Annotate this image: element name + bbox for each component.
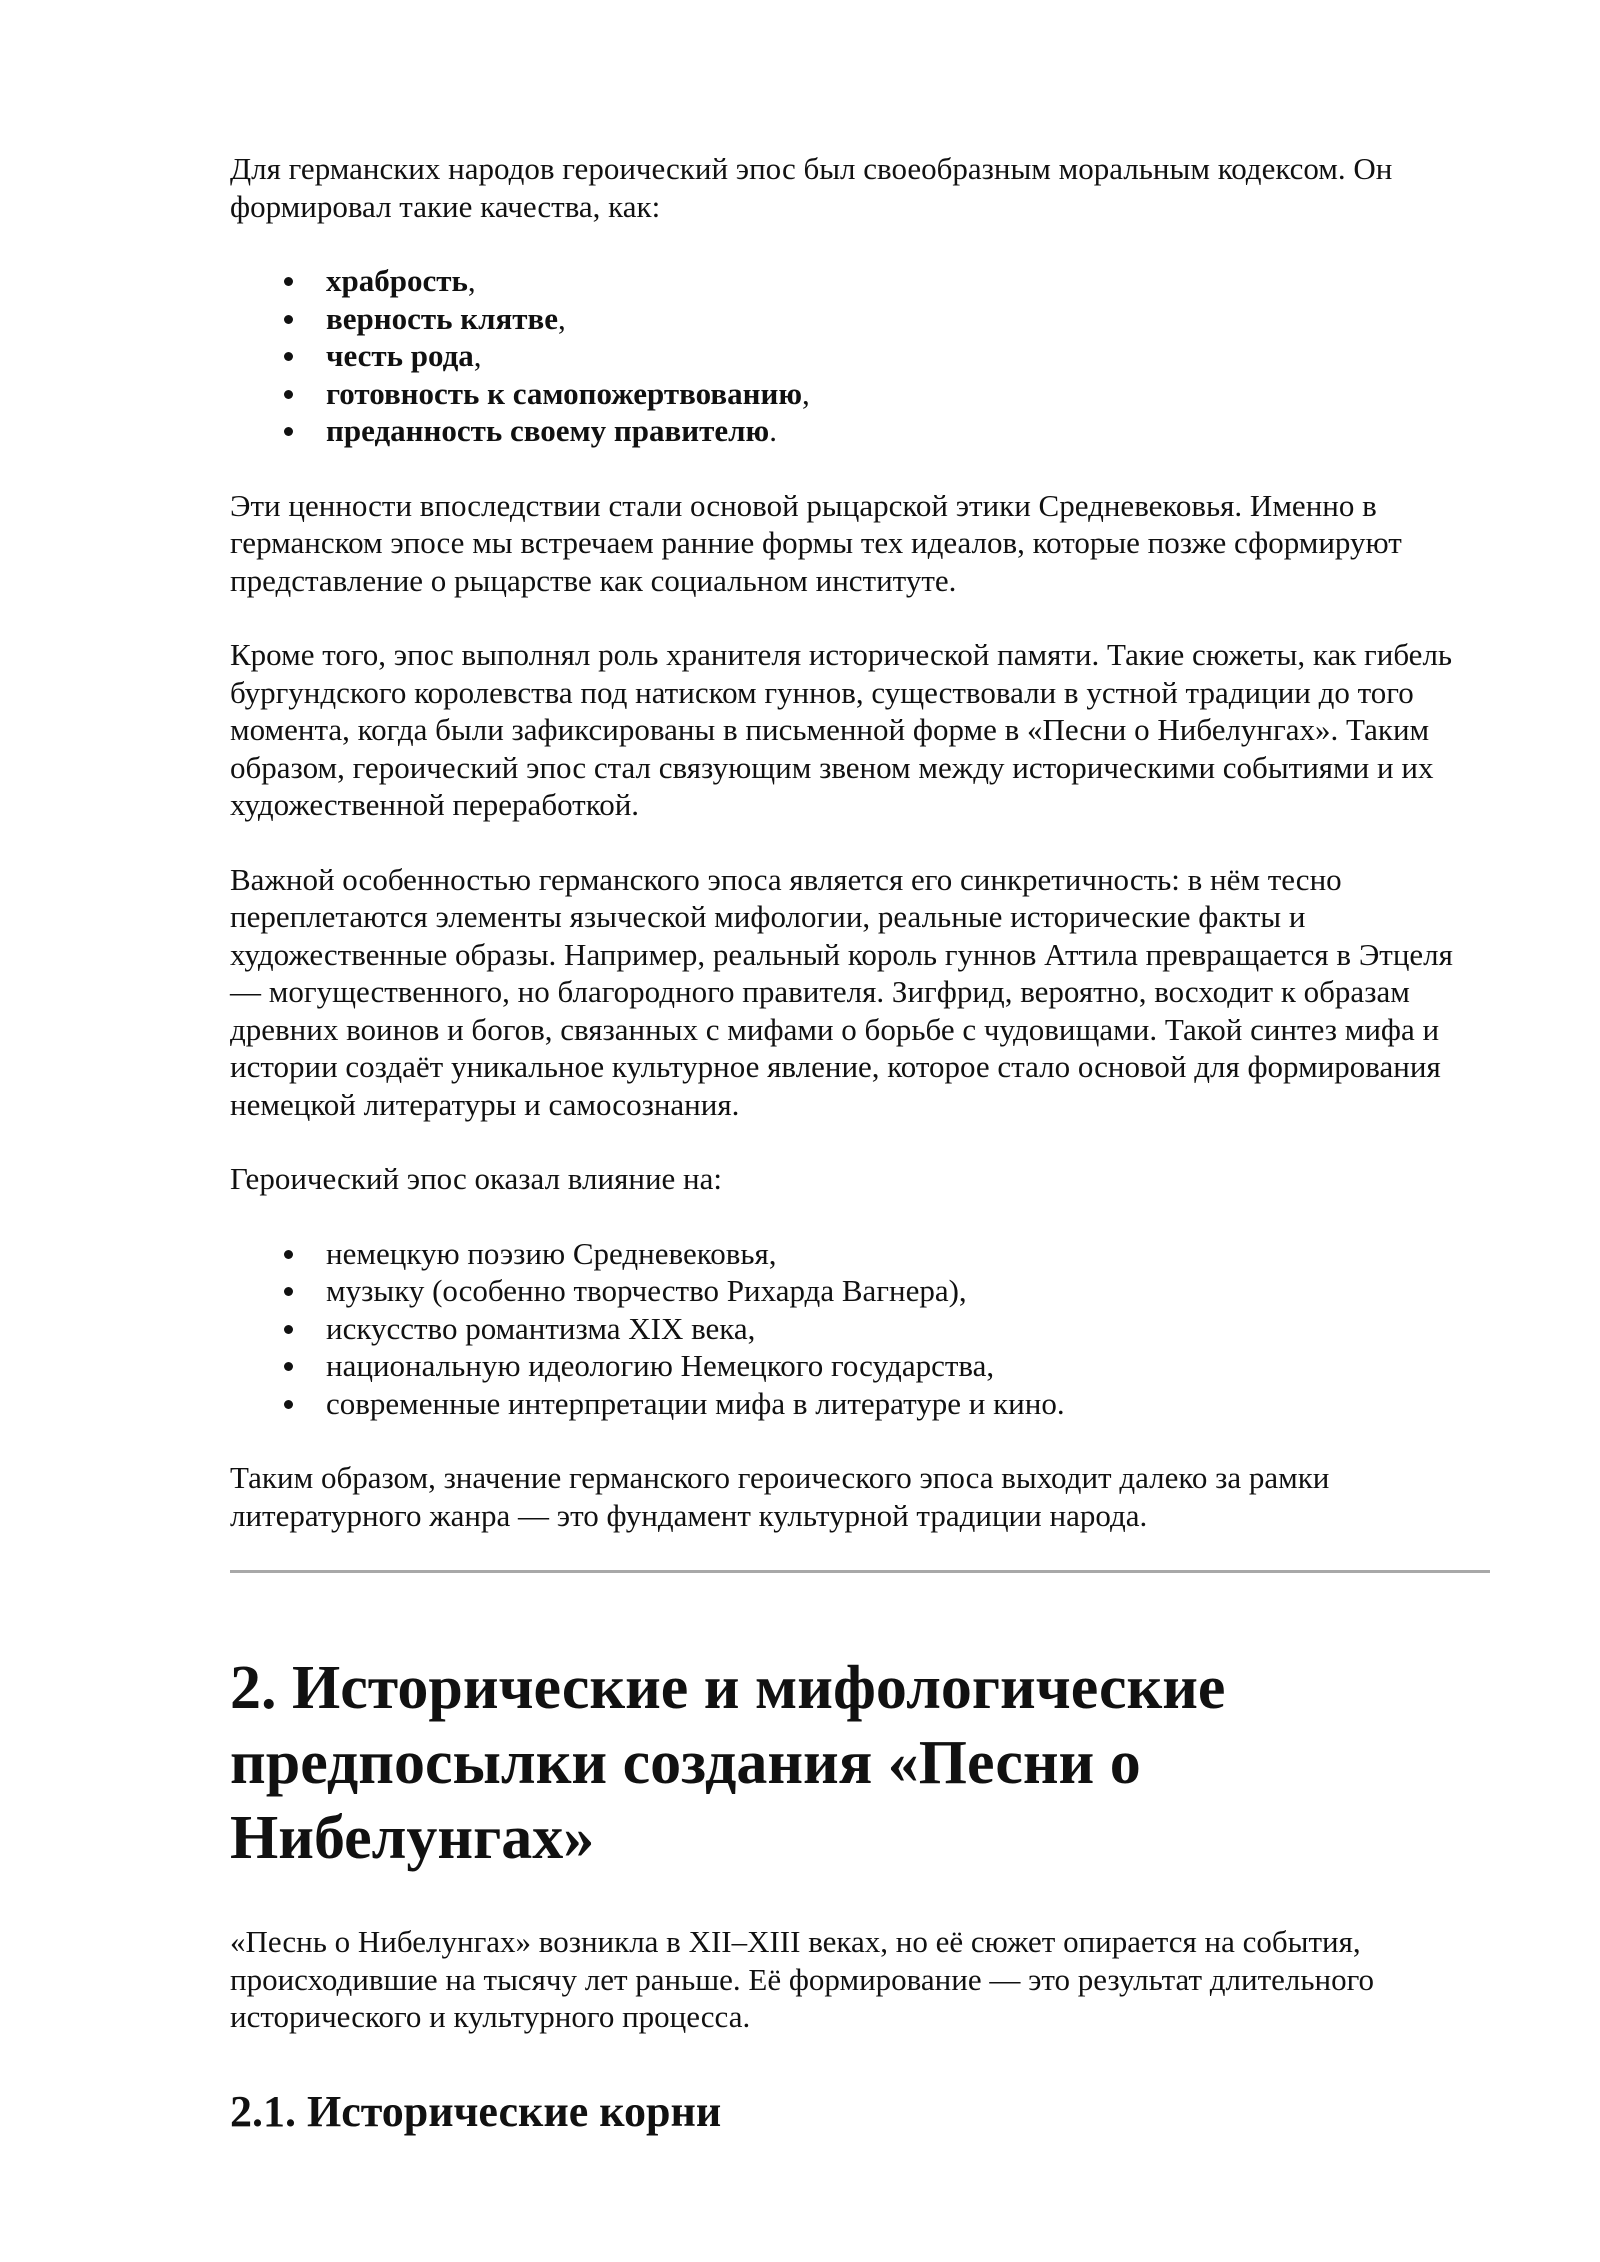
subsection-heading: 2.1. Исторические корни bbox=[230, 2086, 722, 2136]
list-item-punct: , bbox=[802, 375, 810, 411]
list-item-punct: . bbox=[769, 413, 777, 448]
list-item: немецкую поэзию Средневековья, bbox=[230, 1235, 1490, 1273]
paragraph-syncretism: Важной особенностью германского эпоса является его синкретичность: в нём тесно переплетаются элементы языческой мифологии, реальные исторические факты и художественные образы. Например, реальный король гуннов Аттила превращается в Этцеля — могущественного, но благородного правителя. Зигфрид, вероятно, восходит к образам древних воинов и богов, связанных с мифами о борьбе с чудовищами. Такой синтез мифа и истории создаёт уникальное культурное явление, которое стало основой для формирования немецкой литературы и самосознания. bbox=[230, 861, 1453, 1122]
paragraph-memory: Кроме того, эпос выполнял роль хранителя исторической памяти. Такие сюжеты, как гибель бургундского королевства под натиском гуннов, существовали в устной традиции до того момента, когда были зафиксированы в письменной форме в «Песни о Нибелунгах». Таким образом, героический эпос стал связующим звеном между историческими событиями и их художественной переработкой. bbox=[230, 637, 1453, 822]
list-item-punct: , bbox=[558, 300, 566, 336]
qualities-list bbox=[230, 262, 1490, 450]
paragraph-influence: Героический эпос оказал влияние на: bbox=[230, 1161, 723, 1196]
paragraph-values: Эти ценности впоследствии стали основой рыцарской этики Средневековья. Именно в германском эпосе мы встречаем ранние формы тех идеалов, которые позже сформируют представление о рыцарстве как социальном институте. bbox=[230, 487, 1402, 598]
document-page bbox=[230, 150, 1490, 2138]
list-item: искусство романтизма XIX века, bbox=[230, 1310, 1490, 1348]
list-item-term: преданность своему правителю bbox=[326, 413, 770, 448]
influences-list bbox=[230, 1235, 1490, 1423]
list-item bbox=[230, 375, 1490, 413]
paragraph-intro: Для германских народов героический эпос был своеобразным моральным кодексом. Он формировал такие качества, как: bbox=[230, 151, 1393, 224]
list-item-term: храбрость bbox=[326, 263, 468, 298]
list-item bbox=[230, 300, 1490, 338]
paragraph-section-intro: «Песнь о Нибелунгах» возникла в XII–XIII веках, но её сюжет опирается на события, происходившие на тысячу лет раньше. Её формирование — это результат длительного исторического и культурного процесса. bbox=[230, 1924, 1375, 2034]
list-item-term: готовность к самопожертвованию bbox=[326, 375, 803, 411]
list-item: музыку (особенно творчество Рихарда Вагнера), bbox=[230, 1272, 1490, 1310]
section-heading: 2. Исторические и мифологические предпосылки создания «Песни о Нибелунгах» bbox=[230, 1654, 1226, 1872]
paragraph-conclusion: Таким образом, значение германского героического эпоса выходит далеко за рамки литературного жанра — это фундамент культурной традиции народа. bbox=[230, 1460, 1330, 1533]
list-item-term: честь рода bbox=[326, 338, 474, 373]
list-item bbox=[230, 412, 1490, 450]
list-item-term: верность клятве bbox=[326, 300, 558, 336]
list-item bbox=[230, 262, 1490, 300]
list-item-punct: , bbox=[473, 338, 482, 373]
list-item: национальную идеологию Немецкого государства, bbox=[230, 1347, 1490, 1385]
section-divider bbox=[230, 1570, 1490, 1573]
list-item: современные интерпретации мифа в литературе и кино. bbox=[230, 1385, 1490, 1423]
list-item bbox=[230, 337, 1490, 375]
list-item-punct: , bbox=[467, 263, 476, 298]
